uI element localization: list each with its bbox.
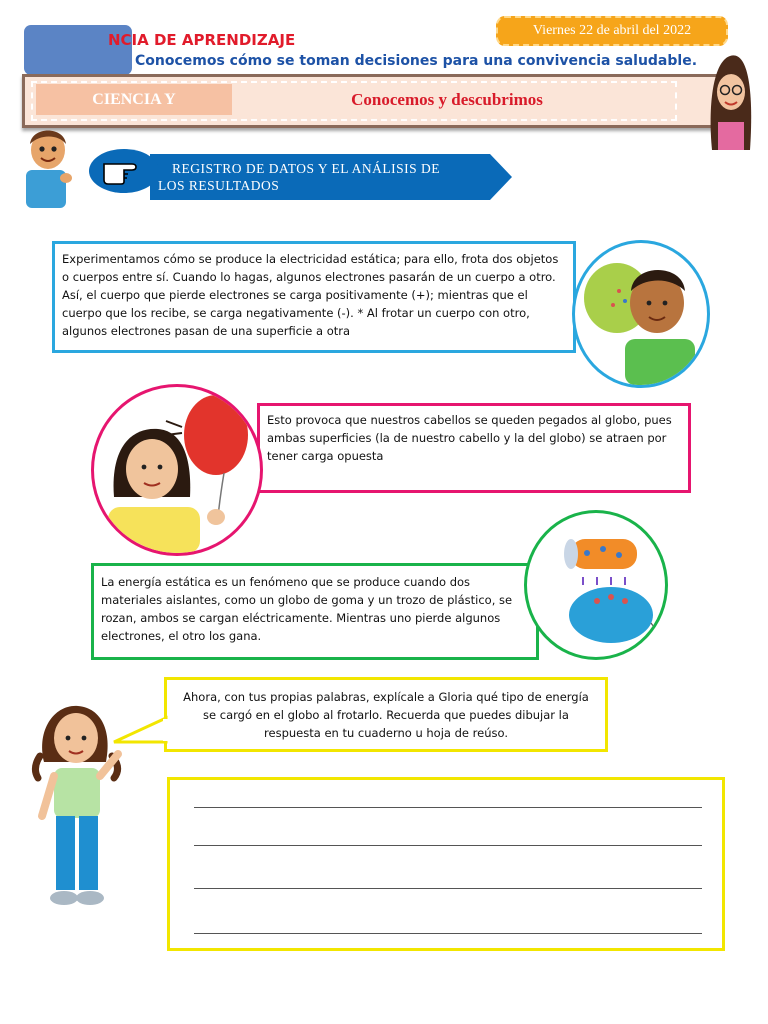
gloria-illustration [26, 698, 132, 912]
section-heading-line1: REGISTRO DE DATOS Y EL ANÁLISIS DE [172, 161, 441, 176]
subject-label: CIENCIA Y [36, 84, 232, 115]
paragraph-static-energy: La energía estática es un fenómeno que se produce cuando dos materiales aislantes, como un globo de goma y un trozo de plástico, se rozan, ambos se cargan eléctricamente. Mientras uno pierde algunos electrones, el otro los gana. [91, 563, 539, 660]
answer-line [194, 845, 702, 846]
girl-balloon-circle [572, 240, 710, 388]
answer-line [194, 933, 702, 934]
teacher-illustration [704, 50, 754, 150]
answer-line [194, 807, 702, 808]
paragraph-hair-balloon: Esto provoca que nuestros cabellos se queden pegados al globo, pues ambas superficies (la de nuestro cabello y la del globo) se atraen por tener carga opuesta [257, 403, 691, 493]
girl-rubbing-balloon-illustration [575, 243, 707, 385]
question-speech-bubble: Ahora, con tus propias palabras, explícale a Gloria qué tipo de energía se cargó en el globo al frotarlo. Recuerda que puedes dibujar la respuesta en tu cuaderno u hoja de reúso. [164, 677, 608, 752]
electron-transfer-circle [524, 510, 668, 660]
section-heading [158, 160, 488, 194]
paragraph-static-electricity: Experimentamos cómo se produce la electricidad estática; para ello, frota dos objetos o cuerpos entre sí. Cuando lo hagas, algunos electrones pasarán de un cuerpo a otro. Así, el cuerpo que pierde electrones se carga positivamente (+); mientras que el cuerpo que los recibe, se carga negativamente (-). * Al frotar un cuerpo con otro, algunos electrones pasan de una superficie a otra [52, 241, 576, 353]
answer-line [194, 888, 702, 889]
boy-illustration [18, 124, 78, 208]
girl-red-balloon-circle [91, 384, 263, 556]
header-subtitle: Conocemos cómo se toman decisiones para una convivencia saludable. [135, 53, 698, 69]
banner-title: Conocemos y descubrimos [351, 89, 543, 109]
header-title: NCIA DE APRENDIZAJE [108, 31, 296, 49]
section-heading-line2: LOS RESULTADOS [158, 178, 280, 193]
electron-transfer-illustration [527, 513, 665, 657]
pointing-hand-icon [88, 148, 164, 194]
girl-red-balloon-illustration [94, 387, 260, 553]
answer-area[interactable] [167, 777, 725, 951]
date-badge: Viernes 22 de abril del 2022 [496, 16, 728, 46]
